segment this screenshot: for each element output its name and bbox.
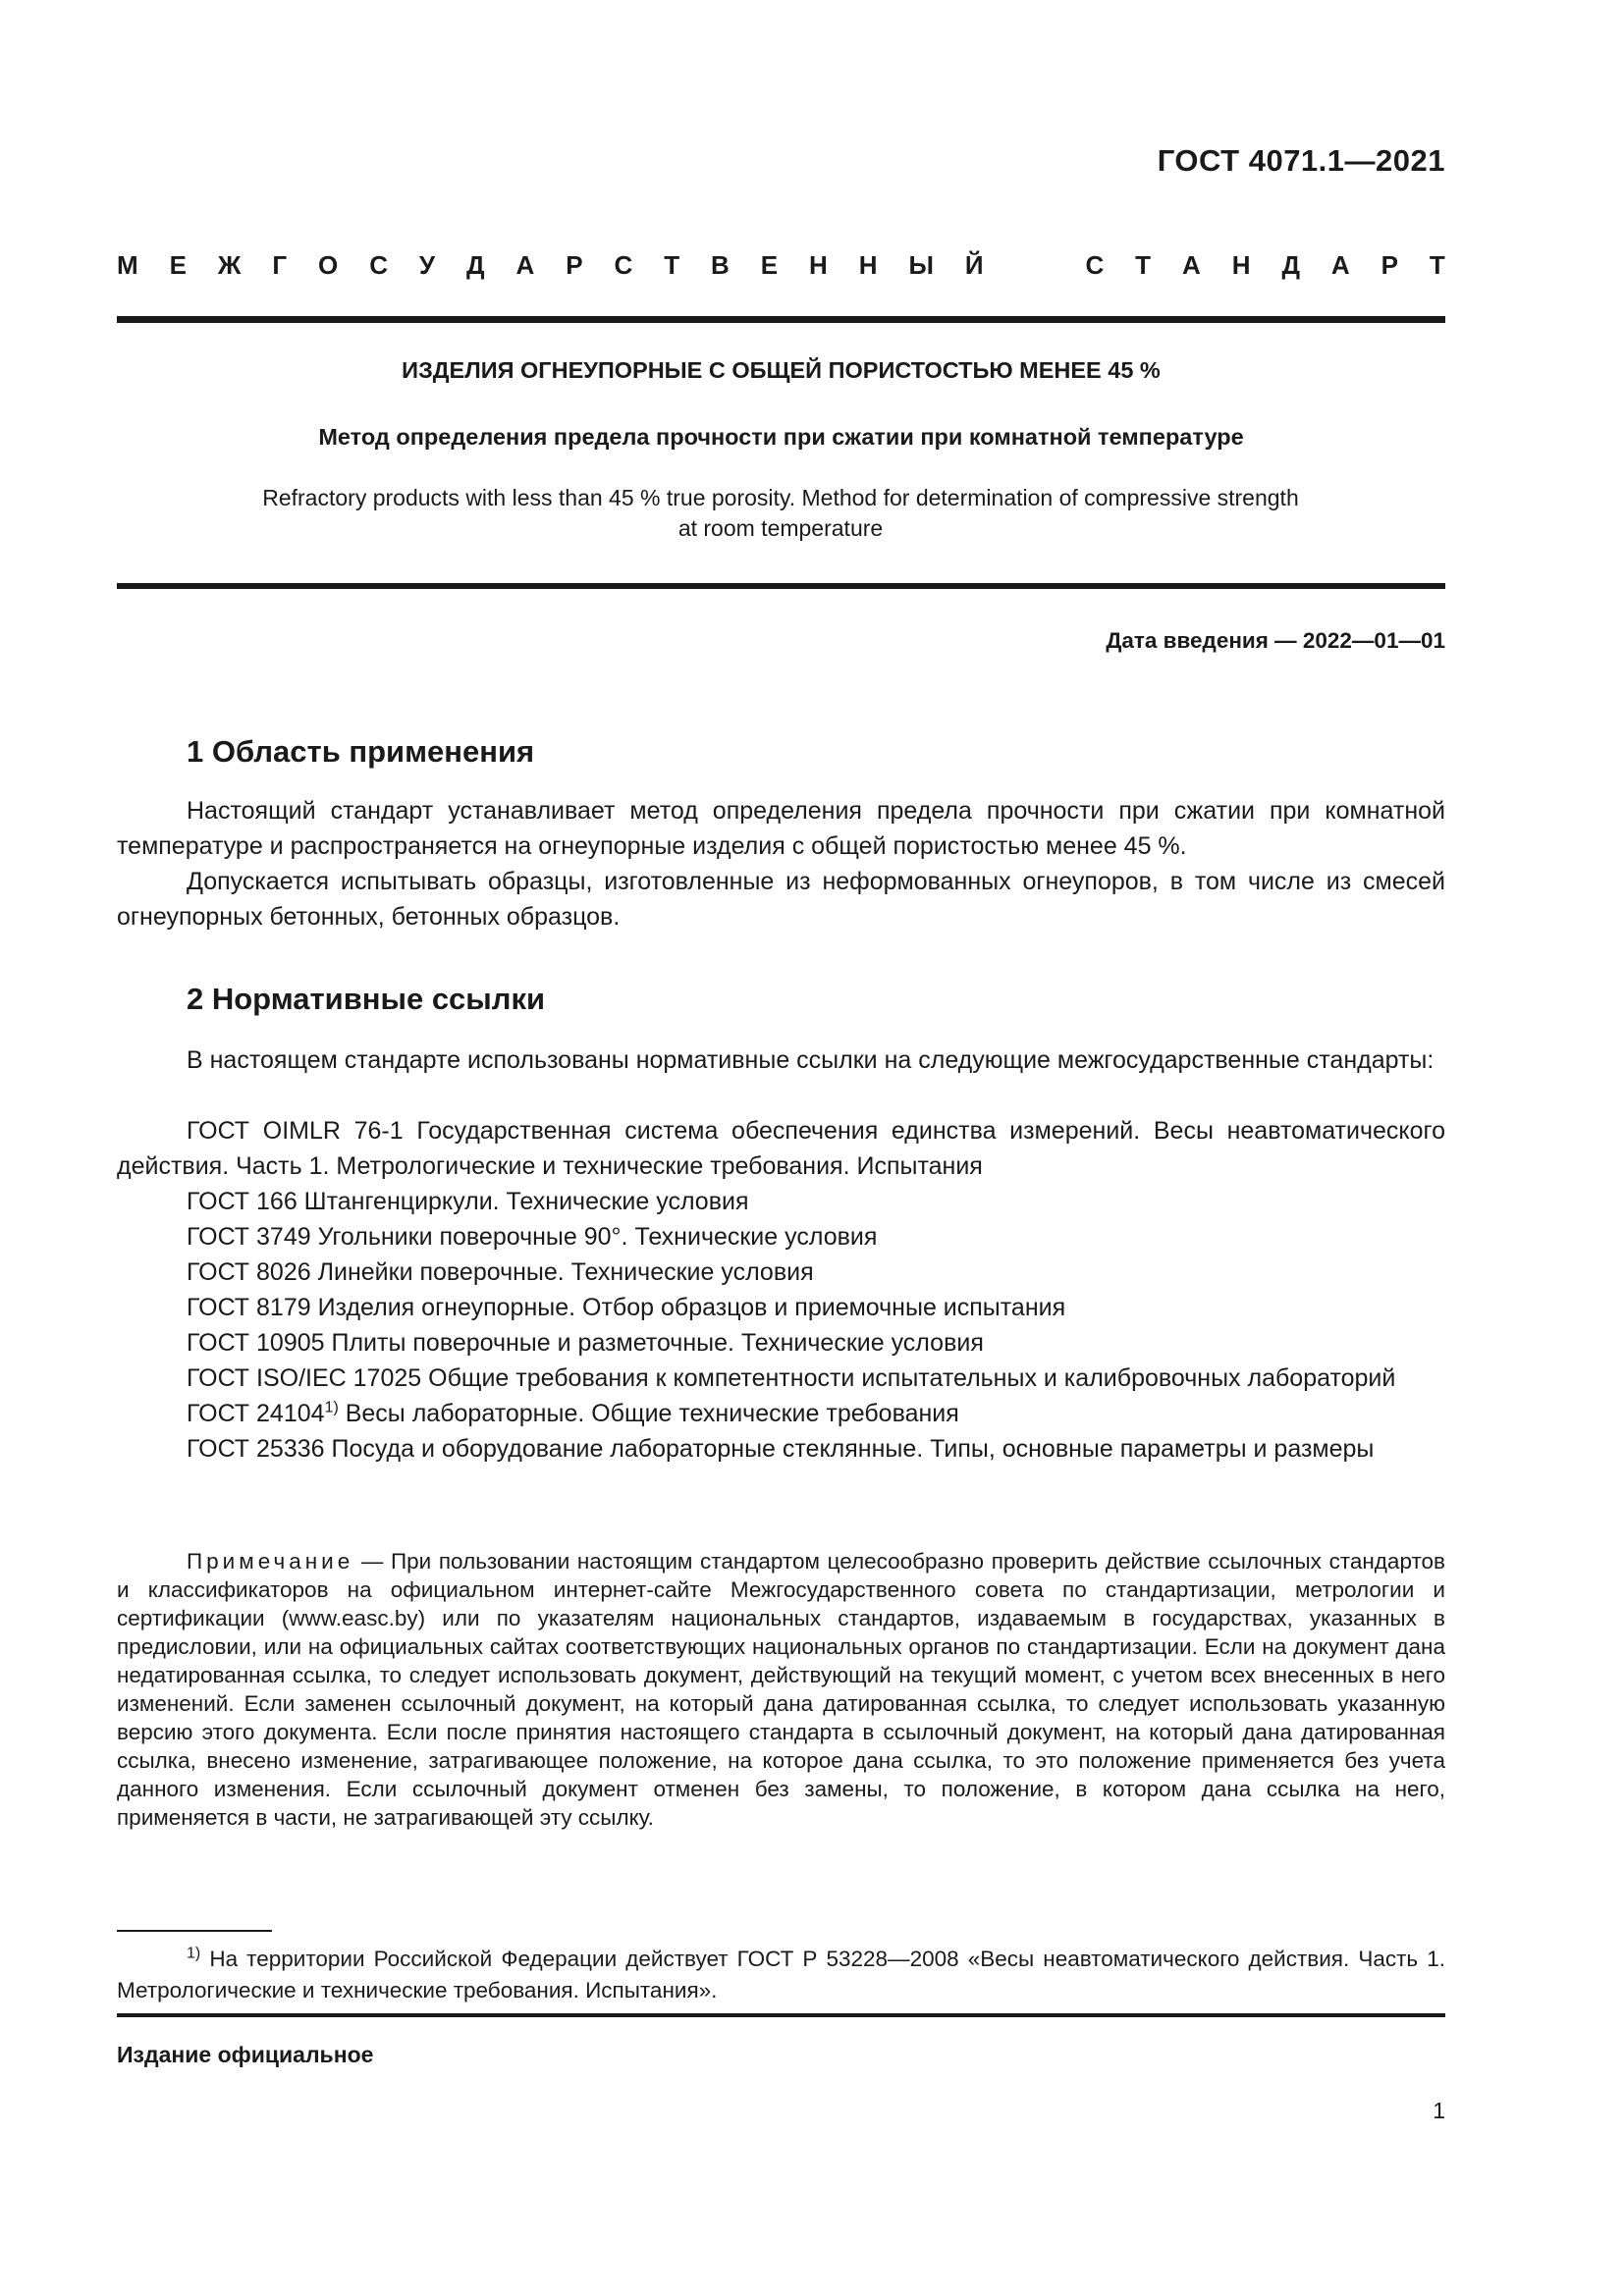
note-text: — При пользовании настоящим стандартом целесообразно проверить действие ссылочных стандартов и классификаторов на официальном интернет-сайте Межгосударственного совета по стандартизации, метрологии и сертификации (www.easc.by) или по указателям национальных стандартов, издаваемым в государствах, указанных в предисловии, или на официальных сайтах соответствующих национальных органов по стандартизации. Если на документ дана недатированная ссылка, то следует использовать документ, действующий на текущий момент, с учетом всех внесенных в него изменений. Если заменен ссылочный документ, на который дана датированная ссылка, то следует использовать указанную версию этого документа. Если после принятия настоящего стандарта в ссылочный документ, на который дана датированная ссылка, внесено изменение, затрагивающее положение, на которое дана ссылка, то это положение применяется без учета данного изменения. Если ссылочный документ отменен без замены, то положение, в котором дана ссылка на него, применяется в части, не затрагивающей эту ссылку. (117, 1549, 1445, 1830)
list-item: ГОСТ 3749 Угольники поверочные 90°. Технические условия (187, 1223, 878, 1251)
list-item: ГОСТ 24104$^{1)}$ Весы лабораторные. Общие технические требования (187, 1399, 959, 1427)
english-title-line1: Refractory products with less than 45 % true porosity. Method for determination of compressive strength (262, 485, 1299, 510)
list-item: ГОСТ 25336 Посуда и оборудование лабораторные стеклянные. Типы, основные параметры и размеры (187, 1435, 1375, 1463)
footer-divider (117, 2013, 1445, 2017)
section1-heading: 1 Область применения (187, 734, 535, 769)
section1-body (117, 793, 1445, 934)
note-block (117, 1547, 1445, 1832)
document-subtitle: Метод определения предела прочности при сжатии при комнатной температуре (318, 424, 1244, 450)
section2-heading: 2 Нормативные ссылки (187, 982, 546, 1016)
list-item: ГОСТ ISO/IEC 17025 Общие требования к компетентности испытательных и калибровочных лабораторий (187, 1364, 1396, 1392)
list-item: ГОСТ 8179 Изделия огнеупорные. Отбор образцов и приемочные испытания (187, 1294, 1066, 1321)
list-item: ГОСТ 10905 Плиты поверочные и разметочные. Технические условия (187, 1329, 984, 1357)
introduction-date: Дата введения — 2022—01—01 (1106, 628, 1445, 653)
standard-type-heading: М Е Ж Г О С У Д А Р С Т В Е Н Н Ы Й С Т А Н Д А Р Т (117, 250, 1445, 280)
edition-label: Издание официальное (117, 2042, 374, 2067)
footnote-text: На территории Российской Федерации действует ГОСТ Р 53228—2008 «Весы неавтоматического действия. Часть 1. Метрологические и технические требования. Испытания». (117, 1947, 1445, 2002)
title-divider (117, 583, 1445, 589)
section2-intro (117, 1042, 1445, 1078)
document-code: ГОСТ 4071.1—2021 (1157, 143, 1445, 178)
list-item: ГОСТ 166 Штангенциркули. Технические условия (187, 1188, 749, 1215)
paragraph: Настоящий стандарт устанавливает метод определения предела прочности при сжатии при комнатной температуре и распространяется на огнеупорные изделия с общей пористостью менее 45 %. (117, 797, 1445, 860)
list-item: ГОСТ OIMLR 76-1 Государственная система обеспечения единства измерений. Весы неавтоматического действия. Часть 1. Метрологические и технические требования. Испытания (117, 1117, 1445, 1180)
top-divider (117, 316, 1445, 323)
paragraph: Допускается испытывать образцы, изготовленные из неформованных огнеупоров, в том числе из смесей огнеупорных бетонных, бетонных образцов. (117, 868, 1445, 931)
page-number: 1 (1433, 2098, 1445, 2123)
english-title (177, 483, 1384, 544)
document-title: ИЗДЕЛИЯ ОГНЕУПОРНЫЕ С ОБЩЕЙ ПОРИСТОСТЬЮ МЕНЕЕ 45 % (402, 357, 1161, 383)
footnote-divider (117, 1930, 272, 1932)
normative-references-list (117, 1113, 1445, 1467)
list-item: ГОСТ 8026 Линейки поверочные. Технические условия (187, 1258, 814, 1286)
note-label: Примечание (187, 1549, 354, 1574)
english-title-line2: at room temperature (677, 515, 884, 541)
footnote-mark: 1) (187, 1945, 201, 1962)
footnote-ref-mark: 1) (324, 1399, 339, 1416)
paragraph: В настоящем стандарте использованы нормативные ссылки на следующие межгосударственные стандарты: (187, 1046, 1435, 1074)
footnote (117, 1944, 1445, 2006)
